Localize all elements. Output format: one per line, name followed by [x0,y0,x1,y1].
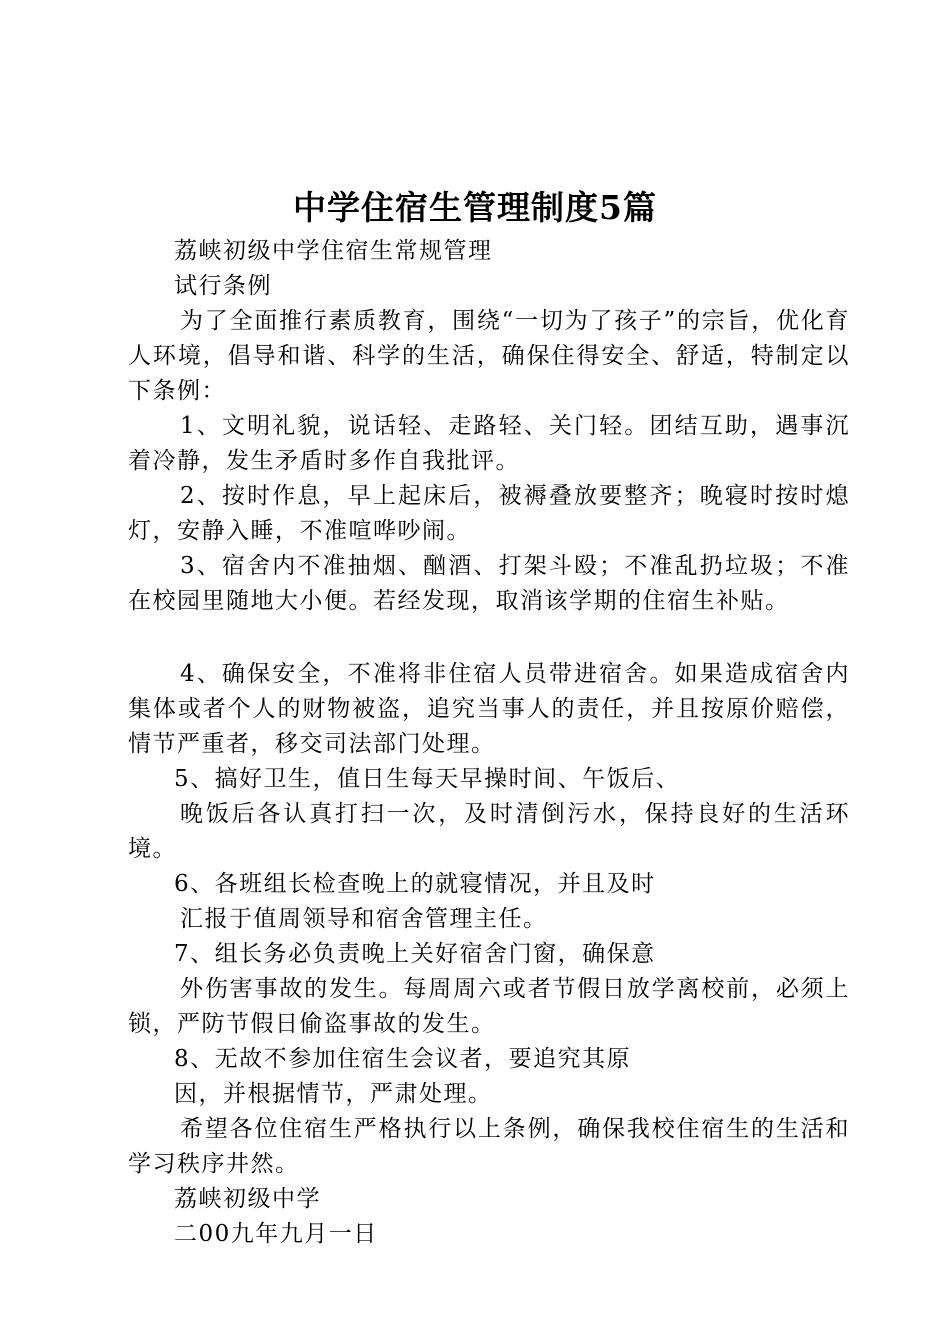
rule-8-continued: 因，并根据情节，严肃处理。 [174,1081,493,1107]
regulation-subtitle: 试行条例 [174,273,272,299]
rule-1: 1、文明礼貌，说话轻、走路轻、关门轻。团结互助，遇事沉着冷静，发生矛盾时多作自我批评。 [128,413,850,474]
rule-7-start: 7、组长务必负责晚上关好宿舍门窗，确保意 [174,941,656,967]
rule-5-continued: 晚饭后各认真打扫一次，及时清倒污水，保持良好的生活环境。 [128,801,850,862]
rule-7-continued: 外伤害事故的发生。每周周六或者节假日放学离校前，必须上锁，严防节假日偷盗事故的发生。 [128,976,850,1037]
paragraph-gap [128,619,850,657]
rule-6-continued: 汇报于值周领导和宿舍管理主任。 [180,906,548,932]
signature-school: 荔峡初级中学 [174,1186,321,1212]
intro-paragraph: 为了全面推行素质教育，围绕“一切为了孩子”的宗旨，优化育人环境，倡导和谐、科学的生活，确保住得安全、舒适，特制定以下条例： [128,308,850,404]
document-title: 中学住宿生管理制度5篇 [293,188,657,227]
signature-date: 二00九年九月一日 [174,1221,378,1247]
rule-5-start: 5、搞好卫生，值日生每天早操时间、午饭后、 [174,766,681,792]
rule-8-start: 8、无故不参加住宿生会议者，要追究其原 [174,1046,632,1072]
rule-4: 4、确保安全，不准将非住宿人员带进宿舍。如果造成宿舍内集体或者个人的财物被盗，追究当事人的责任，并且按原价赔偿，情节严重者，移交司法部门处理。 [128,661,850,757]
rule-3: 3、宿舍内不准抽烟、酗酒、打架斗殴；不准乱扔垃圾；不准在校园里随地大小便。若经发现，取消该学期的住宿生补贴。 [128,553,850,614]
rule-6-start: 6、各班组长检查晚上的就寝情况，并且及时 [174,871,656,897]
document-body [128,234,850,1252]
rule-2: 2、按时作息，早上起床后，被褥叠放要整齐；晚寝时按时熄灯，安静入睡，不准喧哗吵闹。 [128,483,850,544]
school-name-line: 荔峡初级中学住宿生常规管理 [174,238,493,264]
closing-paragraph: 希望各位住宿生严格执行以上条例，确保我校住宿生的生活和学习秩序井然。 [128,1116,850,1177]
